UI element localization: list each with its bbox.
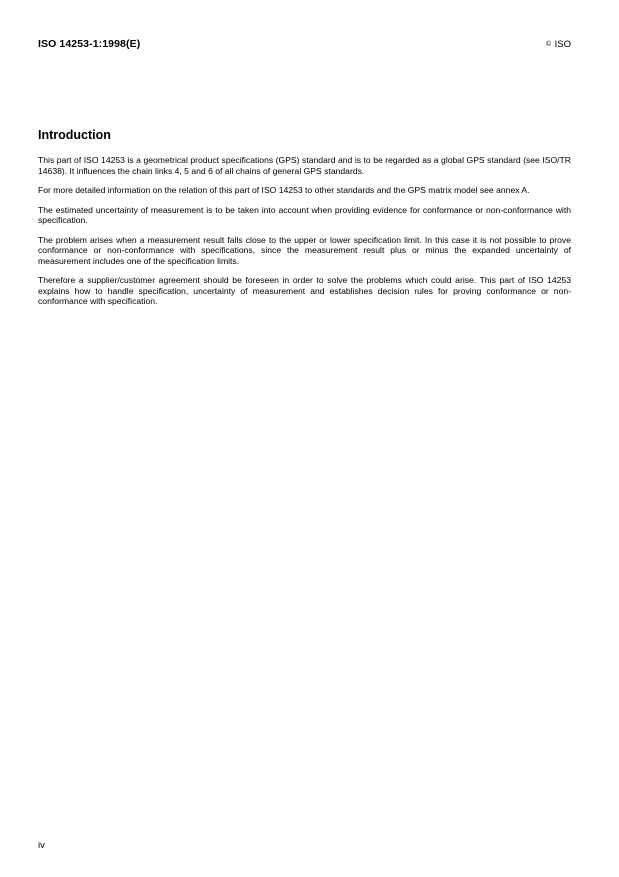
paragraph: For more detailed information on the relation of this part of ISO 14253 to other standards and the GPS matrix model see annex A. bbox=[38, 185, 530, 195]
paragraph: Therefore a supplier/customer agreement should be foreseen in order to solve the problems which could arise. This part of ISO 14253 explains how to handle specification, uncertainty of measurement and establishes decision rules for proving conformance or non-conformance with specification. bbox=[38, 275, 571, 306]
document-id: ISO 14253-1:1998(E) bbox=[38, 38, 141, 50]
paragraph: The problem arises when a measurement result falls close to the upper or lower specification limit. In this case it is not possible to prove conformance or non-conformance with specifications, since the measurement result plus or minus the expanded uncertainty of measurement includes one of the specification limits. bbox=[38, 234, 571, 266]
copyright-symbol: © bbox=[545, 41, 551, 48]
section-body bbox=[38, 155, 571, 316]
page-number: iv bbox=[38, 840, 45, 851]
copyright-notice bbox=[546, 39, 571, 50]
copyright-owner: ISO bbox=[554, 39, 571, 50]
paragraph: The estimated uncertainty of measurement is to be taken into account when providing evidence for conformance or non-conformance with specification. bbox=[38, 204, 571, 225]
paragraph: This part of ISO 14253 is a geometrical product specifications (GPS) standard and is to be regarded as a global GPS standard (see ISO/TR 14638). It influences the chain links 4, 5 and 6 of all chains of general GPS standards. bbox=[38, 155, 571, 176]
section-title: Introduction bbox=[38, 128, 111, 142]
